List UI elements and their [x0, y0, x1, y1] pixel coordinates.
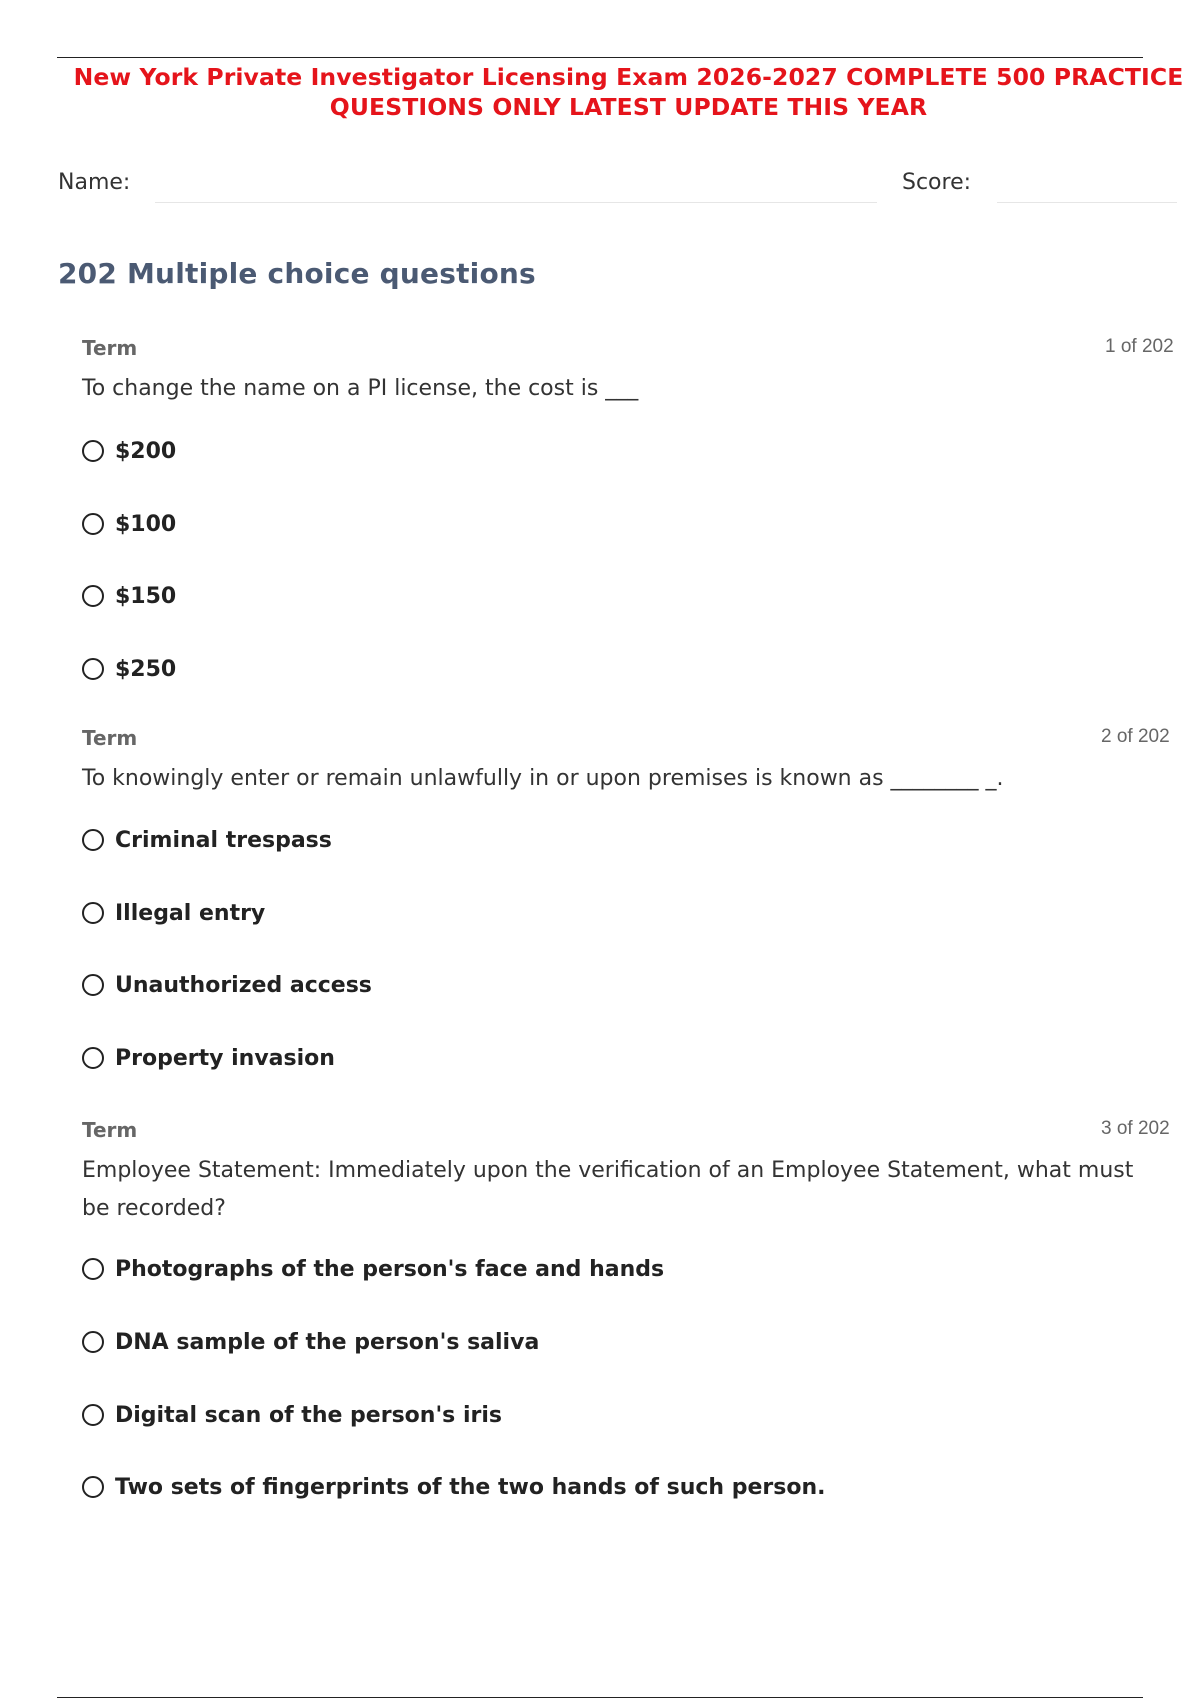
option-label: Two sets of fingerprints of the two hands of such person.	[115, 1474, 826, 1500]
option-label: $200	[115, 438, 177, 464]
score-field[interactable]	[997, 202, 1177, 203]
question-counter: 1 of 202	[1105, 336, 1174, 357]
option-label: Property invasion	[115, 1045, 335, 1071]
term-label: Term	[82, 726, 138, 750]
option-label: $150	[115, 583, 177, 609]
answer-option[interactable]	[82, 1472, 825, 1502]
option-label: Digital scan of the person's iris	[115, 1402, 502, 1428]
answer-option[interactable]	[82, 825, 332, 855]
bottom-rule	[57, 1697, 1143, 1698]
question-text: To knowingly enter or remain unlawfully in or upon premises is known as ________ _.	[82, 766, 1004, 791]
term-label: Term	[82, 1118, 138, 1142]
radio-button[interactable]	[82, 1331, 104, 1353]
term-label: Term	[82, 336, 138, 360]
radio-button[interactable]	[82, 1258, 104, 1280]
answer-option[interactable]	[82, 1327, 539, 1357]
question-text: Employee Statement: Immediately upon the verification of an Employee Statement, what must be recorded?	[82, 1158, 1134, 1221]
name-field[interactable]	[155, 202, 877, 203]
answer-option[interactable]	[82, 654, 176, 684]
section-heading: 202 Multiple choice questions	[58, 257, 536, 290]
option-label: Criminal trespass	[115, 827, 332, 853]
radio-button[interactable]	[82, 829, 104, 851]
option-label: Unauthorized access	[115, 972, 372, 998]
top-rule	[57, 57, 1143, 58]
document-title-line-1: New York Private Investigator Licensing Exam 2026-2027 COMPLETE 500 PRACTICE	[73, 63, 1184, 91]
score-label: Score:	[902, 170, 972, 195]
radio-button[interactable]	[82, 440, 104, 462]
answer-option[interactable]	[82, 1400, 502, 1430]
name-label: Name:	[58, 170, 131, 195]
option-label: $100	[115, 511, 177, 537]
radio-button[interactable]	[82, 1476, 104, 1498]
radio-button[interactable]	[82, 585, 104, 607]
radio-button[interactable]	[82, 902, 104, 924]
question-text: To change the name on a PI license, the cost is ___	[82, 376, 639, 401]
document-title	[57, 62, 1200, 122]
option-label: Illegal entry	[115, 900, 266, 926]
answer-option[interactable]	[82, 1043, 335, 1073]
question-counter: 3 of 202	[1101, 1118, 1170, 1139]
answer-option[interactable]	[82, 509, 176, 539]
answer-option[interactable]	[82, 581, 176, 611]
radio-button[interactable]	[82, 513, 104, 535]
radio-button[interactable]	[82, 1404, 104, 1426]
option-label: $250	[115, 656, 177, 682]
answer-option[interactable]	[82, 898, 265, 928]
answer-option[interactable]	[82, 970, 372, 1000]
radio-button[interactable]	[82, 974, 104, 996]
question-counter: 2 of 202	[1101, 726, 1170, 747]
option-label: Photographs of the person's face and hands	[115, 1256, 665, 1282]
radio-button[interactable]	[82, 658, 104, 680]
answer-option[interactable]	[82, 436, 176, 466]
answer-option[interactable]	[82, 1254, 664, 1284]
radio-button[interactable]	[82, 1047, 104, 1069]
document-title-line-2: QUESTIONS ONLY LATEST UPDATE THIS YEAR	[329, 93, 928, 121]
option-label: DNA sample of the person's saliva	[115, 1329, 540, 1355]
